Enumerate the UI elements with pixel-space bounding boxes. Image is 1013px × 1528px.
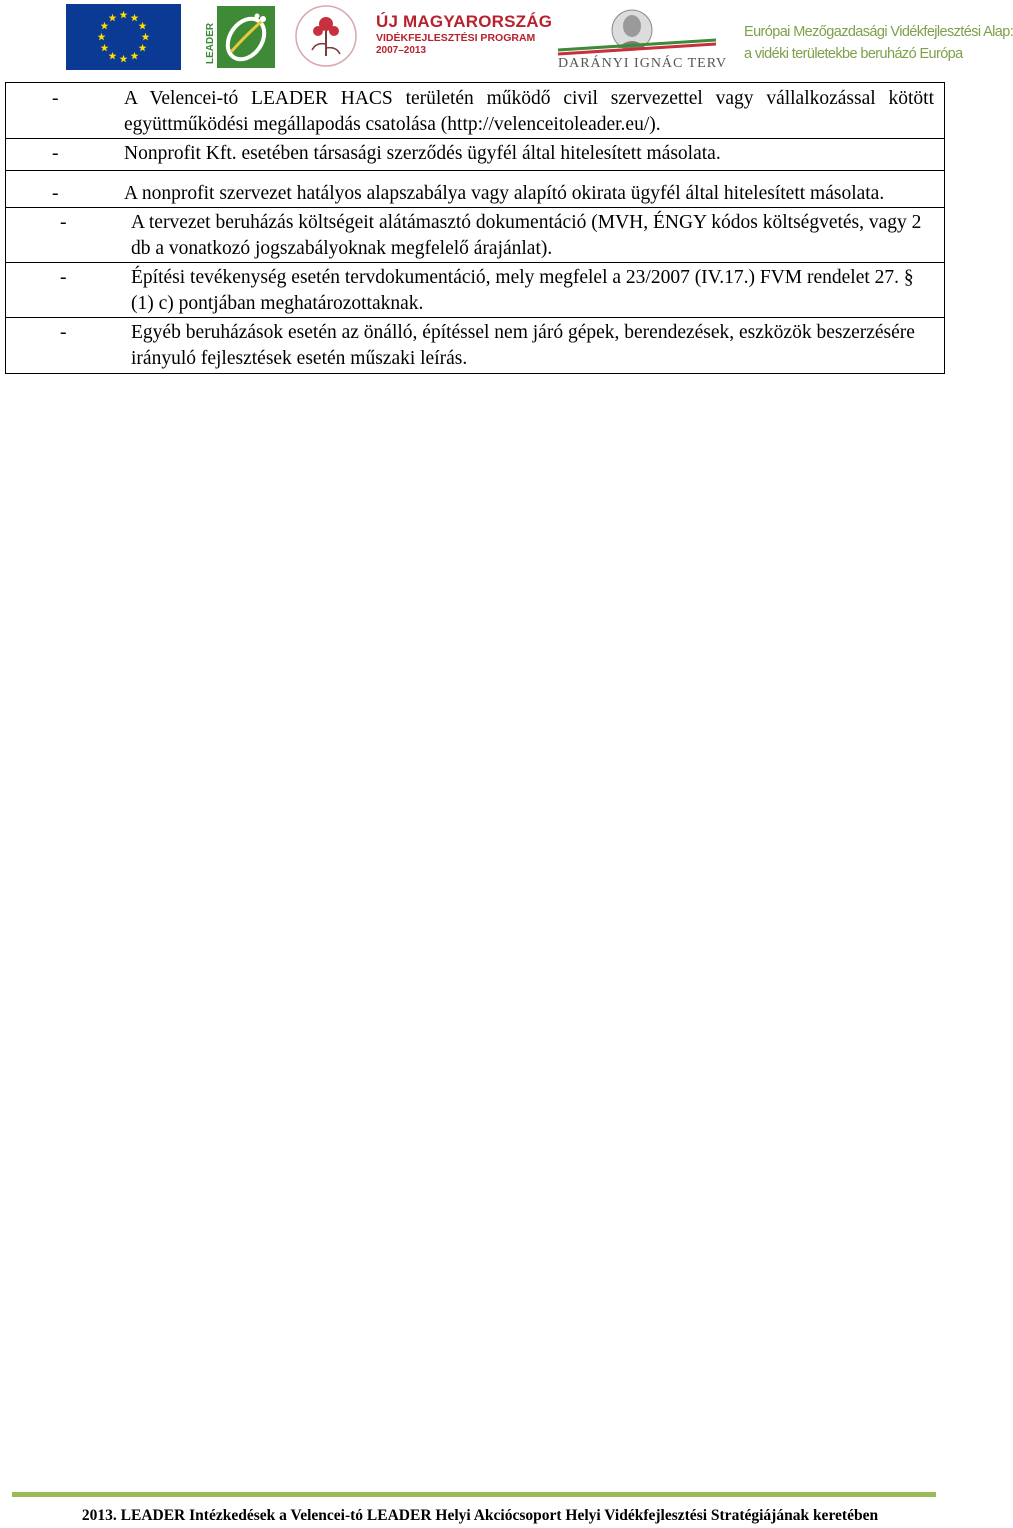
ujm-years: 2007–2013 <box>376 45 427 56</box>
list-item-text: A Velencei-tó LEADER HACS területén működő civil szervezettel vagy vállalkozással kötött együttműködési megállapodás csatolása (http://velenceitoleader.eu/). <box>124 88 934 135</box>
eafrd-slogan <box>744 24 1013 70</box>
eafrd-line2: a vidéki területekbe beruházó Európa <box>744 46 963 62</box>
daranyi-ignac-terv-logo <box>556 4 728 72</box>
list-dash: - <box>60 212 67 233</box>
table-cell <box>6 208 945 263</box>
list-dash: - <box>60 267 67 288</box>
list-item <box>6 83 944 138</box>
table-row <box>6 318 945 374</box>
list-dash: - <box>60 322 67 343</box>
list-dash: - <box>52 88 59 109</box>
list-item-text: Építési tevékenység esetén tervdokumentáció, mely megfelel a 23/2007 (IV.17.) FVM rendelet 27. § (1) c) pontjában meghatározottaknak. <box>131 267 914 314</box>
leader-logo-label: LEADER <box>205 22 216 64</box>
list-item-text: Egyéb beruházások esetén az önálló, építéssel nem járó gépek, berendezések, eszközök beszerzésére irányuló fejlesztések esetén műszaki leírás. <box>131 322 915 369</box>
eafrd-line1: Európai Mezőgazdasági Vidékfejlesztési Alap: <box>744 24 1013 40</box>
list-item-text: A nonprofit szervezet hatályos alapszabálya vagy alapító okirata ügyfél által hitelesített másolata. <box>124 183 885 204</box>
eu-flag-icon <box>66 4 181 70</box>
uj-magyarorszag-emblem-icon <box>290 4 362 68</box>
table-row <box>6 208 945 263</box>
table-row <box>6 83 945 139</box>
list-item-text: Nonprofit Kft. esetében társasági szerződés ügyfél által hitelesített másolata. <box>124 143 721 164</box>
daranyi-label: DARÁNYI IGNÁC TERV <box>558 56 728 71</box>
table-row <box>6 171 945 208</box>
list-item-text: A tervezet beruházás költségeit alátámasztó dokumentáció (MVH, ÉNGY kódos költségvetés, vagy 2 db a vonatkozó jogszabályoknak megfelelő árajánlat). <box>131 212 922 259</box>
leader-logo <box>203 6 275 68</box>
list-item <box>6 208 944 262</box>
header-logos <box>0 0 1013 75</box>
list-item <box>6 263 944 317</box>
table-row <box>6 263 945 318</box>
uj-magyarorszag-wordmark <box>376 12 553 58</box>
ujm-subtitle: VIDÉKFEJLESZTÉSI PROGRAM <box>376 32 536 44</box>
list-item <box>6 171 944 207</box>
list-dash: - <box>52 143 59 164</box>
table-cell <box>6 139 945 171</box>
table-cell <box>6 318 945 374</box>
list-item <box>6 318 944 373</box>
table-cell <box>6 171 945 208</box>
ujm-title: ÚJ MAGYARORSZÁG <box>376 12 553 31</box>
document-requirements-table <box>5 82 945 374</box>
list-dash: - <box>52 183 59 204</box>
footer-divider <box>12 1492 936 1497</box>
table-cell <box>6 83 945 139</box>
footer-text: 2013. LEADER Intézkedések a Velencei-tó LEADER Helyi Akciócsoport Helyi Vidékfejlesztési Stratégiájának keretében <box>81 1507 879 1524</box>
list-item <box>6 139 944 170</box>
table-row <box>6 139 945 171</box>
table-cell <box>6 263 945 318</box>
